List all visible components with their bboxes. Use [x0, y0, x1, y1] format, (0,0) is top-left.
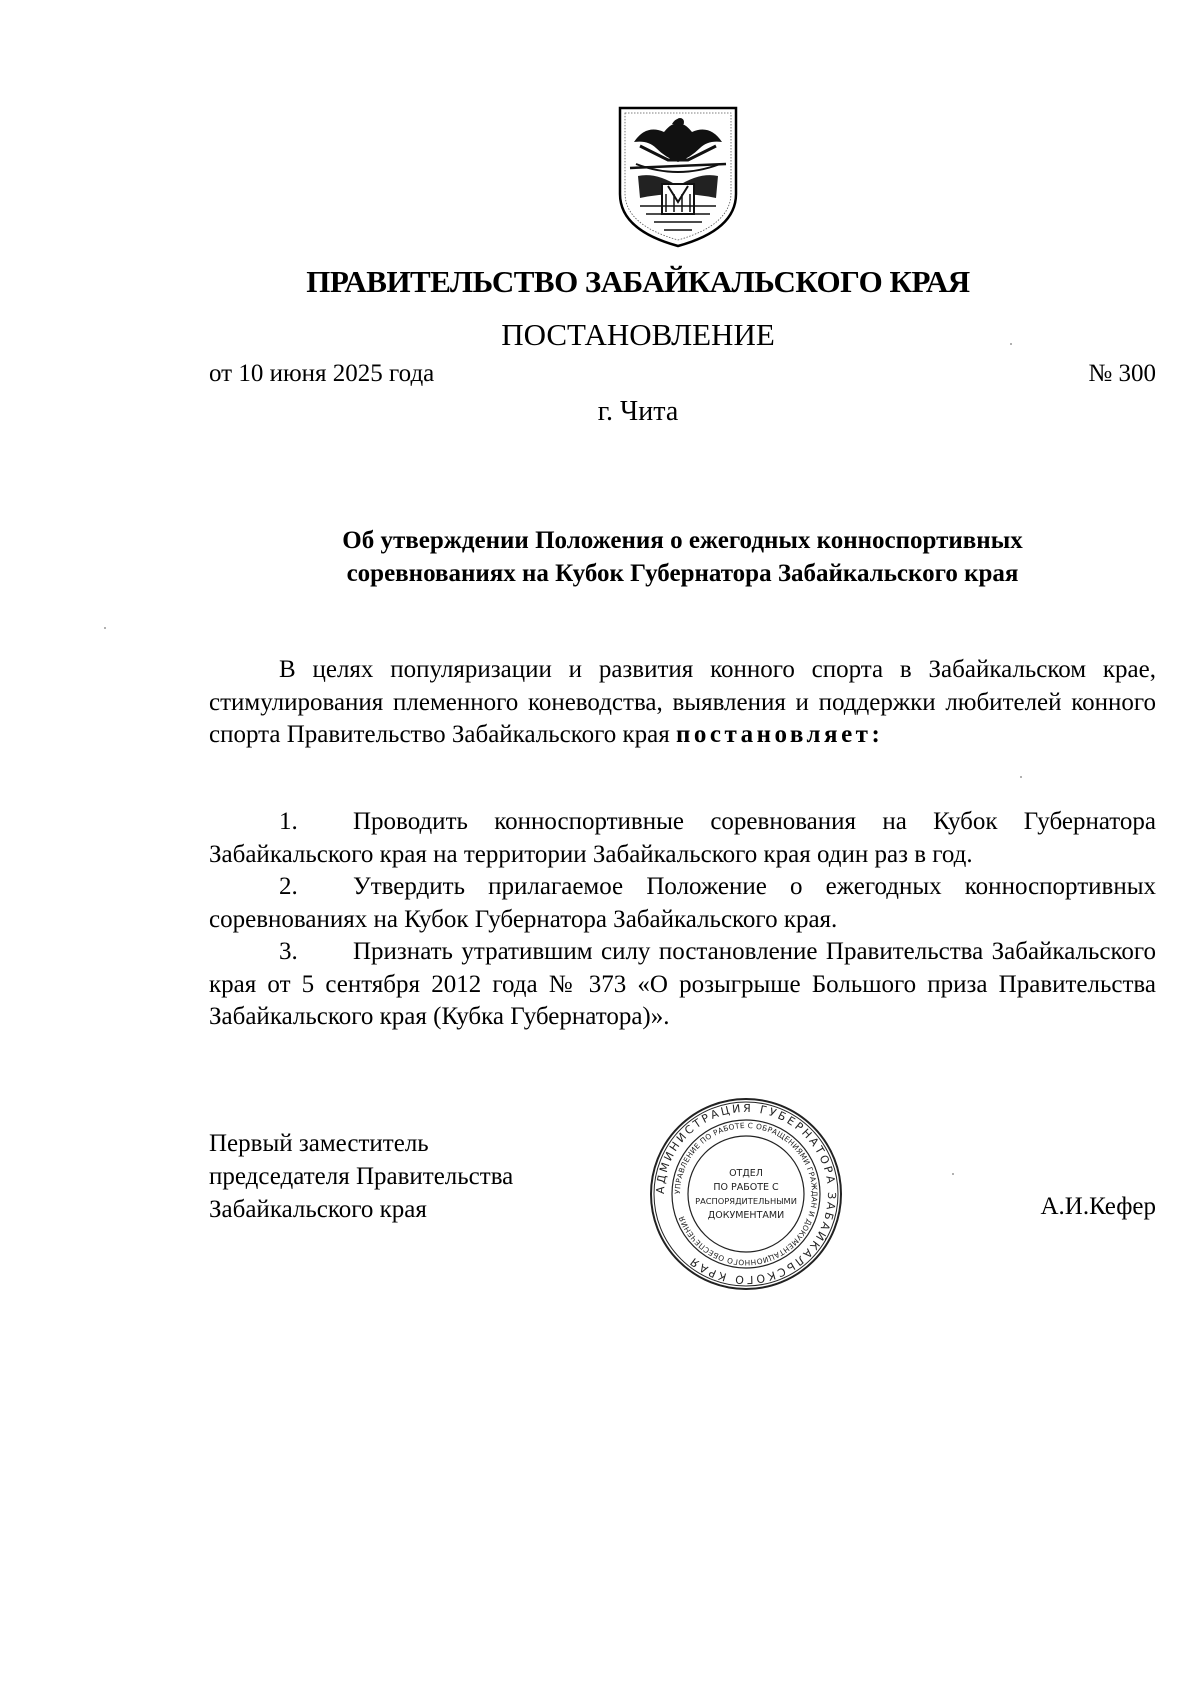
subject-line-1: Об утверждении Положения о ежегодных конноспортивных: [342, 527, 1023, 554]
scan-speck: [1010, 343, 1012, 345]
svg-text:УПРАВЛЕНИЕ ПО РАБОТЕ С ОБРАЩЕН: [673, 1121, 819, 1267]
stamp-center-line: ДОКУМЕНТАМИ: [707, 1210, 785, 1221]
document-date: от 10 июня 2025 года: [209, 360, 435, 387]
item-text: Проводить конноспортивные соревнования на Кубок Губернатора Забайкальского края на территории Забайкальского края один раз в год.: [209, 808, 1156, 868]
stamp-inner-ring-text: УПРАВЛЕНИЕ ПО РАБОТЕ С ОБРАЩЕНИЯМИ ГРАЖДАН И ДОКУМЕНТАЦИОННОГО ОБЕСПЕЧЕНИЯ: [672, 1120, 820, 1268]
zabaikalsky-coat-of-arms-icon: [616, 102, 740, 250]
stamp-center-line: ОТДЕЛ: [729, 1168, 763, 1179]
subject-line-2: соревнованиях на Кубок Губернатора Забайкальского края: [346, 560, 1019, 587]
preamble: [209, 654, 1156, 752]
signer-position-line: Забайкальского края: [209, 1196, 427, 1223]
signer-position-line: председателя Правительства: [209, 1163, 514, 1190]
stamp-center-line: РАСПОРЯДИТЕЛЬНЫМИ: [695, 1196, 797, 1206]
ruling-word: постановляет:: [675, 721, 884, 748]
document-subject: [209, 524, 1156, 590]
resolution-item: [209, 936, 1156, 1034]
stamp-outer-ring-text: АДМИНИСТРАЦИЯ ГУБЕРНАТОРА ЗАБАЙКАЛЬСКОГО КРАЯ: [653, 1101, 839, 1287]
document-type: ПОСТАНОВЛЕНИЕ: [501, 317, 775, 352]
document-city: г. Чита: [597, 396, 679, 427]
item-text: Утвердить прилагаемое Положение о ежегодных конноспортивных соревнованиях на Кубок Губернатора Забайкальского края.: [209, 873, 1156, 933]
scan-speck: [1020, 776, 1022, 778]
org-title: ПРАВИТЕЛЬСТВО ЗАБАЙКАЛЬСКОГО КРАЯ: [306, 264, 970, 299]
stamp-center-line: ПО РАБОТЕ С: [713, 1182, 779, 1193]
resolution-items: [209, 806, 1156, 1034]
preamble-text: В целях популяризации и развития конного спорта в Забайкальском крае, стимулирования племенного коневодства, выявления и поддержки любителей конного спорта Правительство Забайкальского края: [209, 656, 1156, 748]
item-number: 3.: [279, 938, 298, 965]
item-number: 1.: [279, 808, 298, 835]
resolution-item: [209, 871, 1156, 936]
scan-speck: [952, 1173, 954, 1175]
item-text: Признать утратившим силу постановление Правительства Забайкальского края от 5 сентября 2012 года № 373 «О розыгрыше Большого приза Правительства Забайкальского края (Кубка Губернатора)».: [209, 938, 1156, 1030]
signer-position-line: Первый заместитель: [209, 1130, 429, 1157]
signer-name: А.И.Кефер: [1040, 1193, 1156, 1220]
signer-position: [209, 1127, 513, 1226]
scan-speck: [104, 627, 106, 629]
official-stamp-icon: [648, 1096, 844, 1292]
resolution-item: [209, 806, 1156, 871]
item-number: 2.: [279, 873, 298, 900]
document-number: № 300: [1088, 360, 1156, 387]
